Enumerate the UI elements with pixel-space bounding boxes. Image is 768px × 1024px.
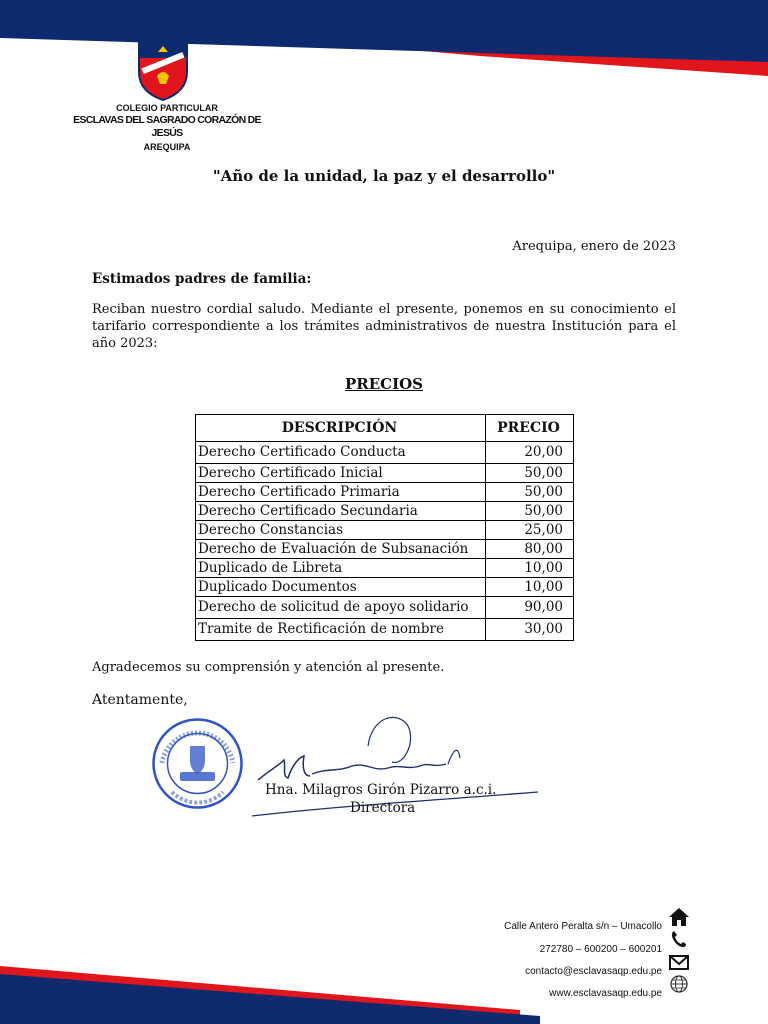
- mail-icon: [668, 952, 690, 972]
- row-price: 80,00: [486, 540, 574, 559]
- row-price: 50,00: [486, 483, 574, 502]
- footer-address: Calle Antero Peralta s/n – Umacollo: [504, 921, 662, 932]
- globe-icon: [668, 974, 690, 994]
- row-description: Tramite de Rectificación de nombre: [196, 619, 486, 641]
- footer-email[interactable]: contacto@esclavasaqp.edu.pe: [525, 966, 662, 977]
- row-description: Derecho de Evaluación de Subsanación: [196, 540, 486, 559]
- row-description: Duplicado Documentos: [196, 578, 486, 597]
- table-header-row: [196, 415, 574, 442]
- school-crest-logo: [135, 38, 191, 102]
- home-icon: [668, 907, 690, 927]
- signer-name: Hna. Milagros Girón Pizarro a.c.i.: [265, 782, 497, 798]
- school-name-block: [62, 102, 272, 154]
- table-row: [196, 483, 574, 502]
- official-stamp: [150, 716, 245, 811]
- table-row: [196, 578, 574, 597]
- year-motto: "Año de la unidad, la paz y el desarrollo": [212, 167, 556, 185]
- table-row: [196, 597, 574, 619]
- table-row: [196, 619, 574, 641]
- table-row: [196, 540, 574, 559]
- table-row: [196, 442, 574, 464]
- school-city: AREQUIPA: [143, 142, 191, 152]
- closing-line: Agradecemos su comprensión y atención al presente.: [92, 660, 445, 675]
- footer-navy-band: [0, 974, 540, 1024]
- row-description: Derecho Certificado Conducta: [196, 442, 486, 464]
- phone-icon: [668, 929, 690, 949]
- footer-phones: 272780 – 600200 – 600201: [539, 944, 662, 955]
- header-navy-band: [0, 0, 768, 62]
- regards-line: Atentamente,: [92, 692, 188, 708]
- signer-role: Directora: [350, 800, 416, 816]
- row-price: 25,00: [486, 521, 574, 540]
- table-row: [196, 521, 574, 540]
- row-price: 10,00: [486, 578, 574, 597]
- table-row: [196, 559, 574, 578]
- row-description: Derecho Certificado Inicial: [196, 464, 486, 483]
- row-description: Derecho Constancias: [196, 521, 486, 540]
- row-description: Derecho Certificado Primaria: [196, 483, 486, 502]
- row-price: 90,00: [486, 597, 574, 619]
- letter-date: Arequipa, enero de 2023: [512, 239, 676, 254]
- row-description: Derecho Certificado Secundaria: [196, 502, 486, 521]
- row-price: 10,00: [486, 559, 574, 578]
- school-type: COLEGIO PARTICULAR: [116, 103, 218, 113]
- table-row: [196, 502, 574, 521]
- column-header-price: PRECIO: [486, 415, 574, 442]
- footer-website[interactable]: www.esclavasaqp.edu.pe: [549, 988, 662, 999]
- greeting: Estimados padres de familia:: [92, 271, 312, 287]
- row-price: 30,00: [486, 619, 574, 641]
- row-description: Derecho de solicitud de apoyo solidario: [196, 597, 486, 619]
- row-price: 50,00: [486, 464, 574, 483]
- column-header-description: DESCRIPCIÓN: [196, 415, 486, 442]
- header-band: [0, 0, 768, 80]
- intro-paragraph: Reciban nuestro cordial saludo. Mediante el presente, ponemos en su conocimiento el tarifario correspondiente a los trámites administrativos de nuestra Institución para el año 2023:: [92, 302, 676, 351]
- table-row: [196, 464, 574, 483]
- tariff-table: [195, 414, 574, 641]
- row-price: 50,00: [486, 502, 574, 521]
- prices-title: PRECIOS: [344, 375, 424, 393]
- school-name: ESCLAVAS DEL SAGRADO CORAZÓN DE JESÚS: [73, 114, 261, 139]
- row-description: Duplicado de Libreta: [196, 559, 486, 578]
- row-price: 20,00: [486, 442, 574, 464]
